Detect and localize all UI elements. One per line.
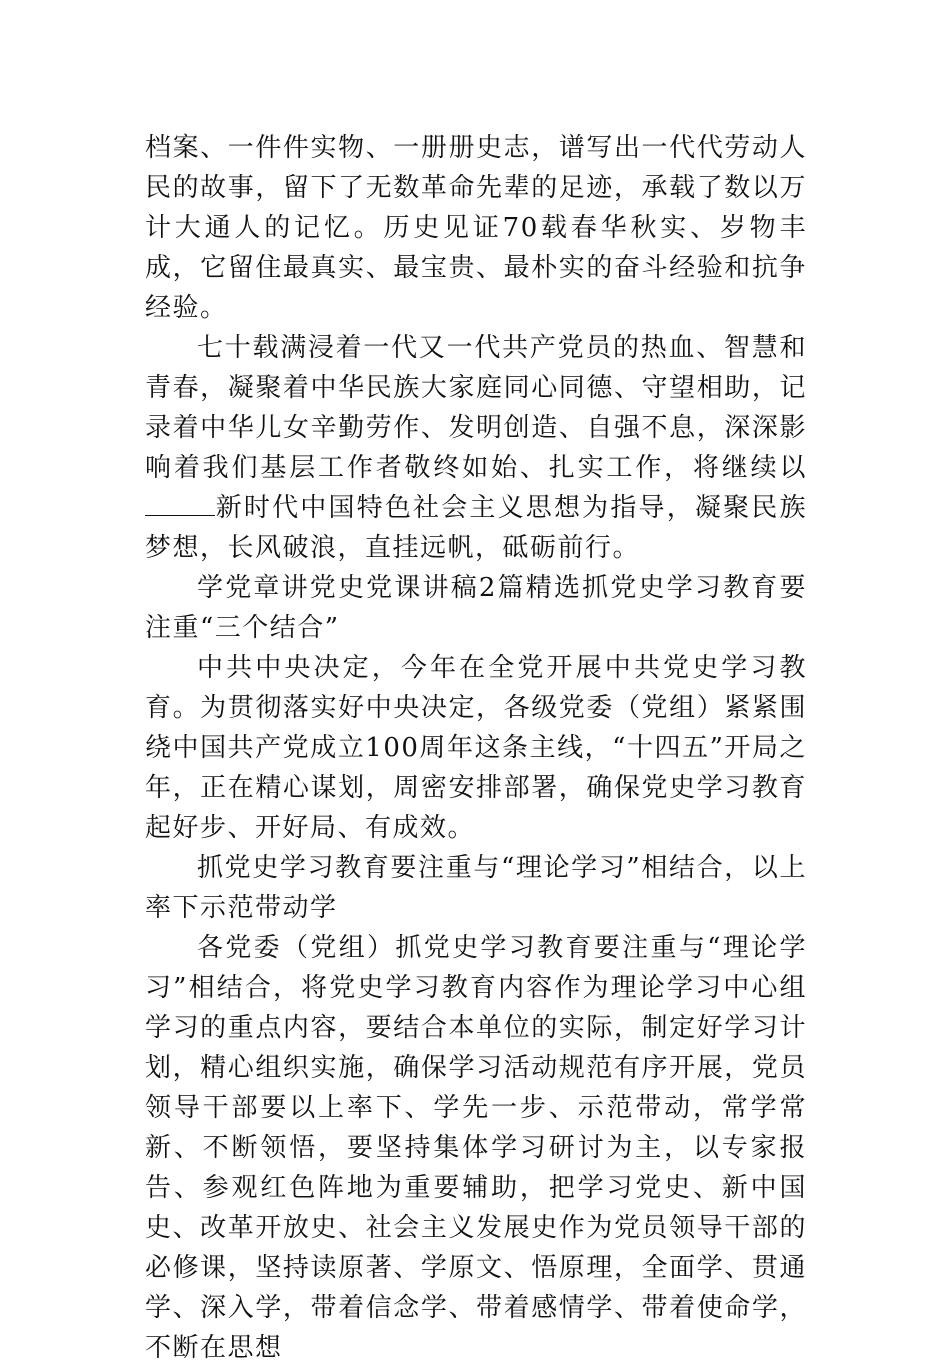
paragraph-text-before-blank: 七十载满浸着一代又一代共产党员的热血、智慧和青春，凝聚着中华民族大家庭同心同德、守望相助，记录着中华儿女辛勤劳作、发明创造、自强不息，深深影响着我们基层工作者敬终如始、扎实工作，将继续以 [145,333,807,483]
fill-in-blank [145,489,215,516]
section-heading-theory-study: 抓党史学习教育要注重与“理论学习”相结合，以上率下示范带动学 [145,853,807,923]
paragraph-archives: 档案、一件件实物、一册册史志，谱写出一代代劳动人民的故事，留下了无数革命先辈的足迹，承载了数以万计大通人的记忆。历史见证70载春华秋实、岁物丰成，它留住最真实、最宝贵、最朴实的奋斗经验和抗争经验。 [145,133,807,323]
paragraph-seventy-years [145,328,807,568]
paragraph-central-decision: 中共中央决定，今年在全党开展中共党史学习教育。为贯彻落实好中央决定，各级党委（党组）紧紧围绕中国共产党成立100周年这条主线，“十四五”开局之年，正在精心谋划，周密安排部署，确保党史学习教育起好步、开好局、有成效。 [145,653,807,843]
paragraph-text-after-blank: 新时代中国特色社会主义思想为指导，凝聚民族梦想，长风破浪，直挂远帆，砥砺前行。 [145,493,807,563]
document-page [145,128,807,1368]
section-heading-lecture: 学党章讲党史党课讲稿2篇精选抓党史学习教育要注重“三个结合” [145,573,807,643]
paragraph-party-committees: 各党委（党组）抓党史学习教育要注重与“理论学习”相结合，将党史学习教育内容作为理论学习中心组学习的重点内容，要结合本单位的实际，制定好学习计划，精心组织实施，确保学习活动规范有序开展，党员领导干部要以上率下、学先一步、示范带动，常学常新、不断领悟，要坚持集体学习研讨为主，以专家报告、参观红色阵地为重要辅助，把学习党史、新中国史、改革开放史、社会主义发展史作为党员领导干部的必修课，坚持读原著、学原文、悟原理，全面学、贯通学、深入学，带着信念学、带着感情学、带着使命学，不断在思想 [145,933,807,1363]
